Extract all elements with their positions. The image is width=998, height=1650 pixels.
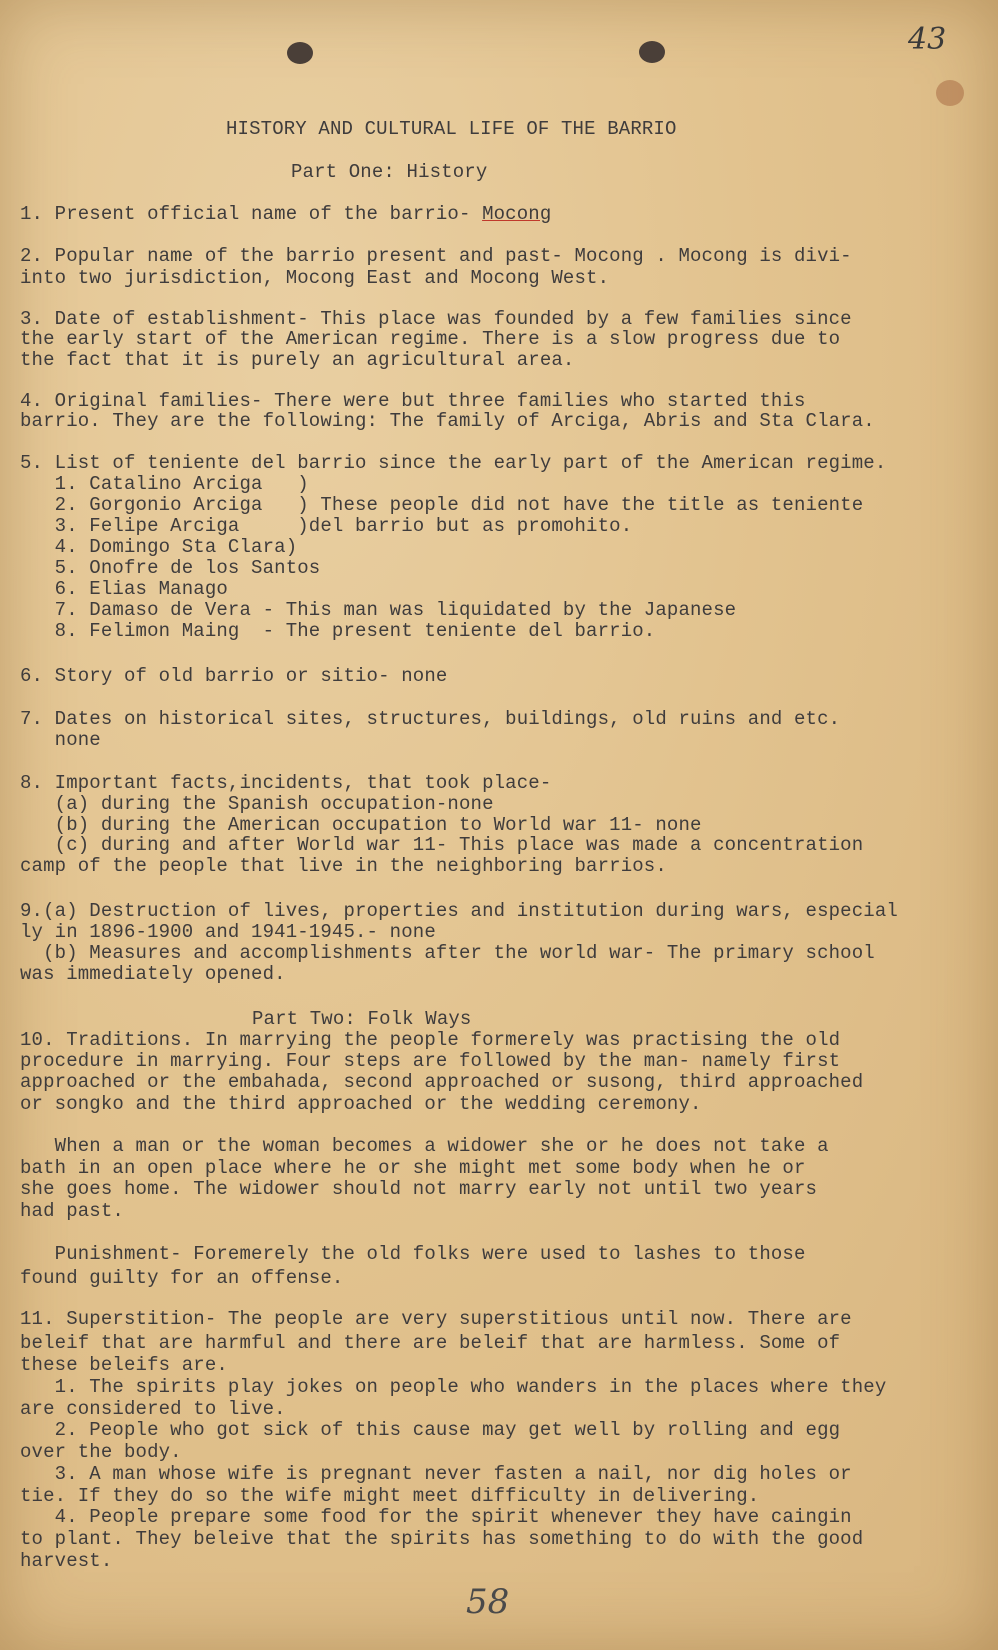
item-9-line: (b) Measures and accomplishments after the world war- The primary school — [20, 942, 875, 964]
superstition-item: to plant. They beleive that the spirits has something to do with the good — [20, 1528, 864, 1550]
item-8-line: (b) during the American occupation to World war 11- none — [20, 814, 702, 836]
item-11-line: beleif that are harmful and there are beleif that are harmless. Some of — [20, 1332, 841, 1354]
item-2-line: 2. Popular name of the barrio present and past- Mocong . Mocong is divi- — [20, 245, 852, 267]
teniente-list-item: 7. Damaso de Vera - This man was liquidated by the Japanese — [20, 599, 737, 621]
barrio-name: Mocong — [482, 203, 552, 225]
punch-hole-right — [639, 41, 665, 63]
item-10-line: procedure in marrying. Four steps are followed by the man- namely first — [20, 1050, 841, 1072]
item-9-line: 9.(a) Destruction of lives, properties and institution during wars, especial — [20, 900, 898, 922]
item-1-label: 1. Present official name of the barrio- — [20, 203, 483, 225]
teniente-list-item: 2. Gorgonio Arciga ) These people did not have the title as teniente — [20, 494, 864, 516]
punishment-line: found guilty for an offense. — [20, 1267, 344, 1289]
item-4-line: 4. Original families- There were but three families who started this — [20, 390, 806, 412]
punch-hole-left — [287, 42, 313, 64]
superstition-item: 3. A man whose wife is pregnant never fasten a nail, nor dig holes or — [20, 1463, 852, 1485]
item-9-line: was immediately opened. — [20, 963, 286, 985]
teniente-list-item: 5. Onofre de los Santos — [20, 557, 321, 579]
item-10-line: 10. Traditions. In marrying the people formerely was practising the old — [20, 1029, 841, 1051]
item-3-line: 3. Date of establishment- This place was founded by a few families since — [20, 308, 852, 330]
page-number-bottom: 58 — [466, 1582, 510, 1622]
item-8-line: (a) during the Spanish occupation-none — [20, 793, 494, 815]
item-7-line: none — [20, 729, 101, 751]
item-5-line: 5. List of teniente del barrio since the early part of the American regime. — [20, 452, 887, 474]
widower-line: had past. — [20, 1200, 124, 1222]
item-10-line: approached or the embahada, second approached or susong, third approached — [20, 1071, 864, 1093]
item-8-line: (c) during and after World war 11- This place was made a concentration — [20, 834, 864, 856]
item-1 — [20, 203, 551, 225]
item-10-line: or songko and the third approached or the wedding ceremony. — [20, 1093, 702, 1115]
item-8-line: 8. Important facts,incidents, that took place- — [20, 772, 552, 794]
teniente-list-item: 1. Catalino Arciga ) — [20, 473, 309, 495]
item-3-line: the early start of the American regime. There is a slow progress due to — [20, 328, 841, 350]
part-one-heading: Part One: History — [291, 161, 488, 183]
superstition-item: 4. People prepare some food for the spirit whenever they have caingin — [20, 1506, 852, 1528]
page-number-top: 43 — [908, 22, 947, 57]
widower-line: she goes home. The widower should not marry early not until two years — [20, 1178, 818, 1200]
part-two-heading: Part Two: Folk Ways — [252, 1008, 472, 1030]
teniente-list-item: 8. Felimon Maing - The present teniente del barrio. — [20, 620, 656, 642]
item-11-line: 11. Superstition- The people are very superstitious until now. There are — [20, 1308, 852, 1330]
superstition-item: are considered to live. — [20, 1398, 286, 1420]
superstition-item: over the body. — [20, 1441, 182, 1463]
item-7-line: 7. Dates on historical sites, structures, buildings, old ruins and etc. — [20, 708, 841, 730]
superstition-item: harvest. — [20, 1550, 113, 1572]
stain-spot — [936, 80, 964, 106]
superstition-item: 1. The spirits play jokes on people who wanders in the places where they — [20, 1376, 887, 1398]
teniente-list-item: 4. Domingo Sta Clara) — [20, 536, 298, 558]
item-11-line: these beleifs are. — [20, 1354, 228, 1376]
document-title: HISTORY AND CULTURAL LIFE OF THE BARRIO — [226, 118, 677, 140]
teniente-list-item: 6. Elias Manago — [20, 578, 228, 600]
widower-line: bath in an open place where he or she might met some body when he or — [20, 1157, 806, 1179]
superstition-item: tie. If they do so the wife might meet difficulty in delivering. — [20, 1485, 760, 1507]
item-4-line: barrio. They are the following: The family of Arciga, Abris and Sta Clara. — [20, 410, 875, 432]
teniente-list-item: 3. Felipe Arciga )del barrio but as promohito. — [20, 515, 633, 537]
item-9-line: ly in 1896-1900 and 1941-1945.- none — [20, 921, 436, 943]
item-3-line: the fact that it is purely an agricultural area. — [20, 349, 575, 371]
punishment-line: Punishment- Foremerely the old folks were used to lashes to those — [20, 1243, 806, 1265]
widower-line: When a man or the woman becomes a widower she or he does not take a — [20, 1135, 829, 1157]
superstition-item: 2. People who got sick of this cause may get well by rolling and egg — [20, 1419, 841, 1441]
item-6: 6. Story of old barrio or sitio- none — [20, 665, 448, 687]
item-8-line: camp of the people that live in the neighboring barrios. — [20, 855, 667, 877]
item-2-line: into two jurisdiction, Mocong East and Mocong West. — [20, 267, 610, 289]
